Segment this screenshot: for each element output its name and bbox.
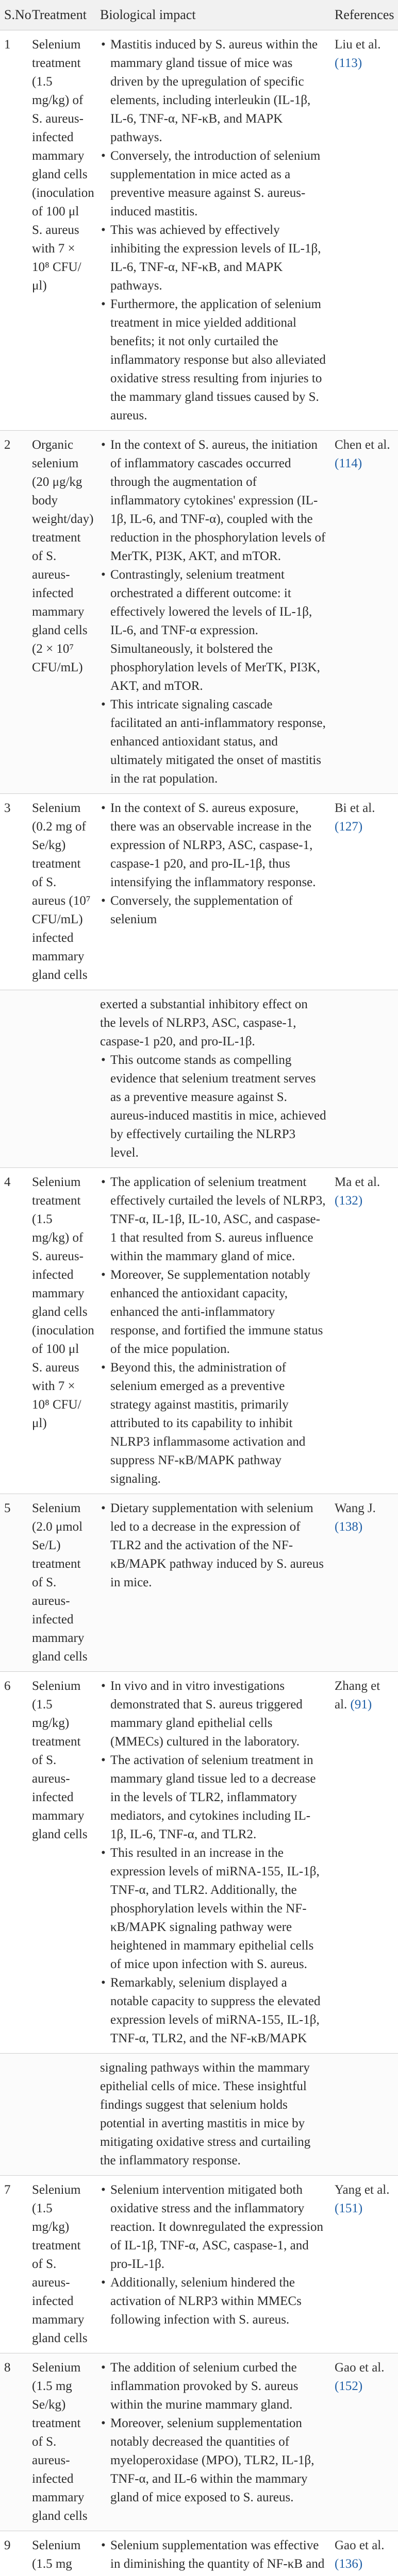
row-number: 7 — [4, 2183, 11, 2197]
impact-bullet: • Mastitis induced by S. aureus within the mammary gland tissue of mice was driven by the upregulation of specific elements, including interleukin (IL-1β, IL-6, TNF-α, NF-κB, and MAPK pathways. — [100, 36, 326, 147]
impact-continuation-text: exerted a substantial inhibitory effect on the levels of NLRP3, ASC, caspase-1, caspase-1 p20, and pro-IL-1β. — [100, 997, 308, 1048]
header-sno: S.No — [0, 0, 28, 30]
reference-link[interactable]: (91) — [350, 1698, 372, 1711]
cell-impact — [96, 2353, 330, 2531]
impact-list — [100, 1173, 326, 1488]
table-row — [0, 30, 398, 431]
table-row — [0, 1672, 398, 2054]
cell-impact — [96, 30, 330, 431]
treatment-text: Selenium treatment (1.5 mg/kg) of S. aureus-infected mammary gland cells (inoculation of 100 μl S. aureus with 7 × 10⁸ CFU/μl) — [32, 1175, 94, 1430]
reference-name: Zhang et al. — [335, 1679, 380, 1711]
cell-reference — [330, 2054, 398, 2176]
reference-name: Wang J. — [335, 1501, 376, 1515]
cell-reference — [330, 1494, 398, 1672]
reference-link[interactable]: (138) — [335, 1520, 363, 1534]
treatment-text: Selenium (1.5 mg — [32, 2538, 81, 2571]
cell-reference — [330, 2176, 398, 2353]
row-number: 6 — [4, 1679, 11, 1693]
cell-sno — [0, 30, 28, 431]
impact-list — [100, 1677, 326, 2048]
cell-sno — [0, 431, 28, 794]
cell-treatment — [28, 2531, 96, 2576]
impact-bullet: • In the context of S. aureus exposure, there was an observable increase in the expression of NLRP3, ASC, caspase-1, caspase-1 p20, and pro-IL-1β, thus intensifying the inflammatory response. — [100, 799, 326, 892]
cell-reference — [330, 794, 398, 990]
reference-link[interactable]: (114) — [335, 456, 362, 470]
reference-link[interactable]: (151) — [335, 2201, 363, 2215]
cell-reference — [330, 30, 398, 431]
impact-bullet: • Selenium intervention mitigated both oxidative stress and the inflammatory reaction. It downregulated the expression of IL-1β, TNF-α, ASC, caspase-1, and pro-IL-1β. — [100, 2181, 326, 2274]
impact-bullet: • Moreover, selenium supplementation notably decreased the quantities of myeloperoxidase (MPO), TLR2, IL-1β, TNF-α, and IL-6 within the mammary gland of mice exposed to S. aureus. — [100, 2414, 326, 2507]
cell-treatment — [28, 2054, 96, 2176]
reference-name: Bi et al. — [335, 801, 375, 815]
cell-treatment — [28, 2353, 96, 2531]
cell-impact — [96, 2531, 330, 2576]
cell-reference — [330, 990, 398, 1168]
row-number: 8 — [4, 2361, 11, 2375]
table-row — [0, 431, 398, 794]
header-impact: Biological impact — [96, 0, 330, 30]
impact-list — [100, 2181, 326, 2329]
cell-reference — [330, 2353, 398, 2531]
impact-bullet: • Furthermore, the application of selenium treatment in mice yielded additional benefits; it not only curtailed the inflammatory response but also alleviated oxidative stress resulting from injuries to the mammary gland tissues caused by S. aureus. — [100, 295, 326, 425]
treatment-text: Selenium (1.5 mg/kg) treatment of S. aureus-infected mammary gland cells — [32, 2183, 88, 2345]
cell-impact — [96, 1168, 330, 1494]
reference-link[interactable]: (127) — [335, 820, 363, 834]
reference-name: Gao et al. — [335, 2361, 385, 2375]
impact-bullet: • This outcome stands as compelling evidence that selenium treatment serves as a preventive measure against S. aureus-induced mastitis in mice, achieved by effectively curtailing the NLRP3 level. — [100, 1051, 326, 1162]
impact-bullet: • The addition of selenium curbed the inflammation provoked by S. aureus within the murine mammary gland. — [100, 2359, 326, 2414]
treatment-text: Selenium (1.5 mg/kg) treatment of S. aureus-infected mammary gland cells — [32, 1679, 88, 1841]
cell-impact — [96, 1494, 330, 1672]
impact-list — [100, 36, 326, 425]
cell-impact — [96, 2054, 330, 2176]
impact-bullet: • Additionally, selenium hindered the activation of NLRP3 within MMECs following infection with S. aureus. — [100, 2274, 326, 2329]
impact-bullet: • This intricate signaling cascade facilitated an anti-inflammatory response, enhanced antioxidant status, and ultimately mitigated the onset of mastitis in the rat population. — [100, 696, 326, 788]
treatment-text: Selenium (2.0 μmol Se/L) treatment of S. aureus-infected mammary gland cells — [32, 1501, 88, 1664]
cell-sno — [0, 2176, 28, 2353]
table-row — [0, 2531, 398, 2576]
cell-sno — [0, 990, 28, 1168]
reference-link[interactable]: (136) — [335, 2557, 363, 2571]
row-number: 4 — [4, 1175, 11, 1189]
impact-list — [100, 436, 326, 788]
cell-reference — [330, 1168, 398, 1494]
impact-continuation-text: signaling pathways within the mammary epithelial cells of mice. These insightful findings suggest that selenium holds potential in averting mastitis in mice by mitigating oxidative stress and curtailing the inflammatory response. — [100, 2061, 311, 2167]
impact-bullet: • Contrastingly, selenium treatment orchestrated a different outcome: it effectively lowered the levels of IL-1β, IL-6, and TNF-α expression. Simultaneously, it bolstered the phosphorylation levels of MerTK, PI3K, AKT, and mTOR. — [100, 566, 326, 696]
cell-reference — [330, 431, 398, 794]
impact-list — [100, 1499, 326, 1592]
cell-impact — [96, 990, 330, 1168]
treatment-text: Selenium treatment (1.5 mg/kg) of S. aureus-infected mammary gland cells (inoculation of 100 μl S. aureus with 7 × 10⁸ CFU/μl) — [32, 38, 94, 293]
cell-treatment — [28, 1672, 96, 2054]
cell-treatment — [28, 2176, 96, 2353]
table-row — [0, 2176, 398, 2353]
impact-bullet: • Selenium supplementation was effective in diminishing the quantity of NF-κB and — [100, 2536, 326, 2576]
reference-link[interactable]: (152) — [335, 2379, 363, 2393]
impact-bullet: • This resulted in an increase in the expression levels of miRNA-155, IL-1β, TNF-α, and TLR2. Additionally, the phosphorylation levels within the NF-κB/MAPK signaling pathway were heightened in mammary epithelial cells of mice upon infection with S. aureus. — [100, 1844, 326, 1974]
impact-bullet: • This was achieved by effectively inhibiting the expression levels of IL-1β, IL-6, TNF-α, NF-κB, and MAPK pathways. — [100, 221, 326, 295]
reference-name: Ma et al. — [335, 1175, 380, 1189]
table-row — [0, 1494, 398, 1672]
reference-name: Chen et al. — [335, 438, 390, 452]
cell-treatment — [28, 431, 96, 794]
impact-bullet: • The application of selenium treatment effectively curtailed the levels of NLRP3, TNF-α, IL-1β, IL-10, ASC, and caspase-1 that resulted from S. aureus influence within the mammary gland of mice. — [100, 1173, 326, 1266]
treatment-text: Selenium (1.5 mg Se/kg) treatment of S. aureus-infected mammary gland cells — [32, 2361, 88, 2523]
reference-name: Liu et al. — [335, 38, 381, 52]
impact-list — [100, 1051, 326, 1162]
impact-list — [100, 2536, 326, 2576]
treatment-text: Selenium (0.2 mg of Se/kg) treatment of S. aureus (10⁷ CFU/mL) infected mammary gland cells — [32, 801, 91, 982]
cell-treatment — [28, 30, 96, 431]
row-number: 1 — [4, 38, 11, 52]
table-row — [0, 990, 398, 1168]
cell-treatment — [28, 1494, 96, 1672]
cell-treatment — [28, 794, 96, 990]
cell-reference — [330, 1672, 398, 2054]
row-number: 3 — [4, 801, 11, 815]
impact-bullet: • Dietary supplementation with selenium led to a decrease in the expression of TLR2 and the activation of the NF-κB/MAPK pathway induced by S. aureus in mice. — [100, 1499, 326, 1592]
reference-name: Gao et al. — [335, 2538, 385, 2552]
table-row — [0, 1168, 398, 1494]
reference-link[interactable]: (132) — [335, 1194, 363, 1208]
impact-bullet: • In the context of S. aureus, the initiation of inflammatory cascades occurred through the augmentation of inflammatory cytokines' expression (IL-1β, IL-6, and TNF-α), coupled with the reduction in the phosphorylation levels of MerTK, PI3K, AKT, and mTOR. — [100, 436, 326, 566]
impact-bullet: • The activation of selenium treatment in mammary gland tissue led to a decrease in the levels of TLR2, inflammatory mediators, and cytokines including IL-1β, IL-6, TNF-α, and TLR2. — [100, 1751, 326, 1844]
impact-bullet: • In vivo and in vitro investigations demonstrated that S. aureus triggered mammary gland epithelial cells (MMECs) cultured in the laboratory. — [100, 1677, 326, 1751]
row-number: 2 — [4, 438, 11, 452]
cell-sno — [0, 794, 28, 990]
cell-sno — [0, 1494, 28, 1672]
impact-list — [100, 2359, 326, 2507]
impact-bullet: • Beyond this, the administration of selenium emerged as a preventive strategy against mastitis, primarily attributed to its capability to inhibit NLRP3 inflammasome activation and suppress NF-κB/MAPK pathway signaling. — [100, 1359, 326, 1488]
cell-sno — [0, 2054, 28, 2176]
cell-impact — [96, 794, 330, 990]
cell-impact — [96, 431, 330, 794]
treatment-text: Organic selenium (20 μg/kg body weight/day) treatment of S. aureus-infected mammary gland cells (2 × 10⁷ CFU/mL) — [32, 438, 94, 674]
header-references: References — [330, 0, 398, 30]
impact-bullet: • Moreover, Se supplementation notably enhanced the antioxidant capacity, enhanced the anti-inflammatory response, and fortified the immune status of the mice population. — [100, 1266, 326, 1359]
table-row — [0, 2353, 398, 2531]
cell-reference — [330, 2531, 398, 2576]
cell-impact — [96, 2176, 330, 2353]
table-header — [0, 0, 398, 30]
impact-bullet: • Conversely, the introduction of selenium supplementation in mice acted as a preventive measure against S. aureus-induced mastitis. — [100, 147, 326, 221]
table-body — [0, 30, 398, 2576]
row-number: 9 — [4, 2538, 11, 2552]
cell-sno — [0, 1672, 28, 2054]
impact-list — [100, 799, 326, 929]
impact-bullet: • Conversely, the supplementation of selenium — [100, 892, 326, 929]
table-row — [0, 2054, 398, 2176]
cell-sno — [0, 2353, 28, 2531]
cell-sno — [0, 2531, 28, 2576]
reference-name: Yang et al. — [335, 2183, 390, 2197]
cell-sno — [0, 1168, 28, 1494]
row-number: 5 — [4, 1501, 11, 1515]
cell-impact — [96, 1672, 330, 2054]
header-treatment: Treatment — [28, 0, 96, 30]
impact-bullet: • Remarkably, selenium displayed a notable capacity to suppress the elevated expression levels of miRNA-155, IL-1β, TNF-α, TLR2, and the NF-κB/MAPK — [100, 1974, 326, 2048]
cell-treatment — [28, 1168, 96, 1494]
table-row — [0, 794, 398, 990]
reference-link[interactable]: (113) — [335, 56, 362, 70]
cell-treatment — [28, 990, 96, 1168]
